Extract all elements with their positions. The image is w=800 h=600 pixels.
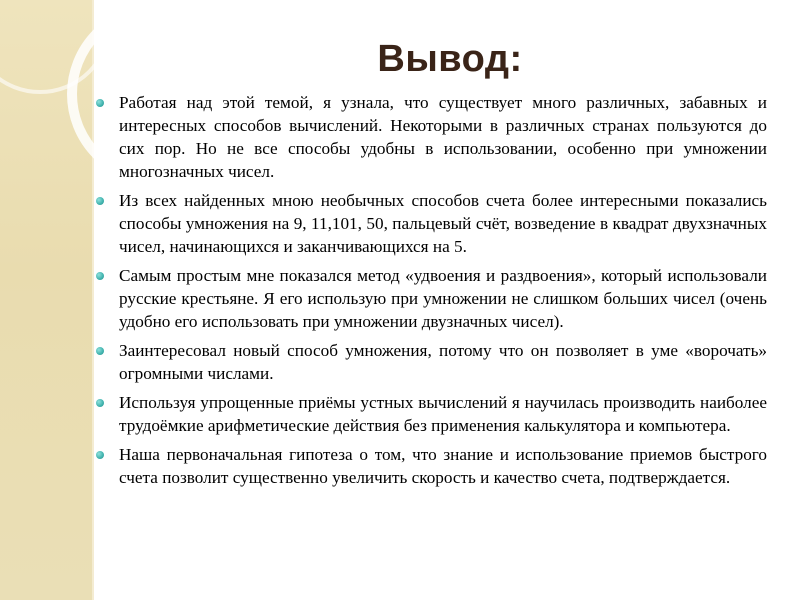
bullet-text: Самым простым мне показался метод «удвоения и раздвоения», который использовали русские крестьяне. Я его использую при умножении не слишком больших чисел (очень удобно его использовать при умножении двузначных чисел).: [119, 266, 767, 331]
bullet-text: Работая над этой темой, я узнала, что существует много различных, забавных и интересных способов вычислений. Некоторыми в различных странах пользуются до сих пор. Но не все способы удобны в использовании, особенно при умножении многозначных чисел.: [119, 93, 767, 181]
list-item: [95, 91, 767, 183]
list-item: [95, 189, 767, 258]
bullet-text: Наша первоначальная гипотеза о том, что знание и использование приемов быстрого счета позволит существенно увеличить скорость и качество счета, подтверждается.: [119, 445, 767, 487]
list-item: [95, 339, 767, 385]
list-item: [95, 391, 767, 437]
slide-title: Вывод:: [377, 38, 523, 80]
bullet-text: Из всех найденных мною необычных способов счета более интересными показались способы умножения на 9, 11,101, 50, пальцевый счёт, возведение в квадрат двухзначных чисел, начинающихся и заканчивающихся на 5.: [119, 191, 767, 256]
bullet-dot-icon: [96, 399, 104, 407]
bullet-dot-icon: [96, 451, 104, 459]
bullet-list: [95, 91, 767, 495]
bullet-dot-icon: [96, 347, 104, 355]
list-item: [95, 264, 767, 333]
bullet-text: Заинтересовал новый способ умножения, потому что он позволяет в уме «ворочать» огромными числами.: [119, 341, 767, 383]
bullet-text: Используя упрощенные приёмы устных вычислений я научилась производить наиболее трудоёмкие арифметические действия без применения калькулятора и компьютера.: [119, 393, 767, 435]
list-item: [95, 443, 767, 489]
bullet-dot-icon: [96, 197, 104, 205]
bullet-dot-icon: [96, 272, 104, 280]
bullet-dot-icon: [96, 99, 104, 107]
